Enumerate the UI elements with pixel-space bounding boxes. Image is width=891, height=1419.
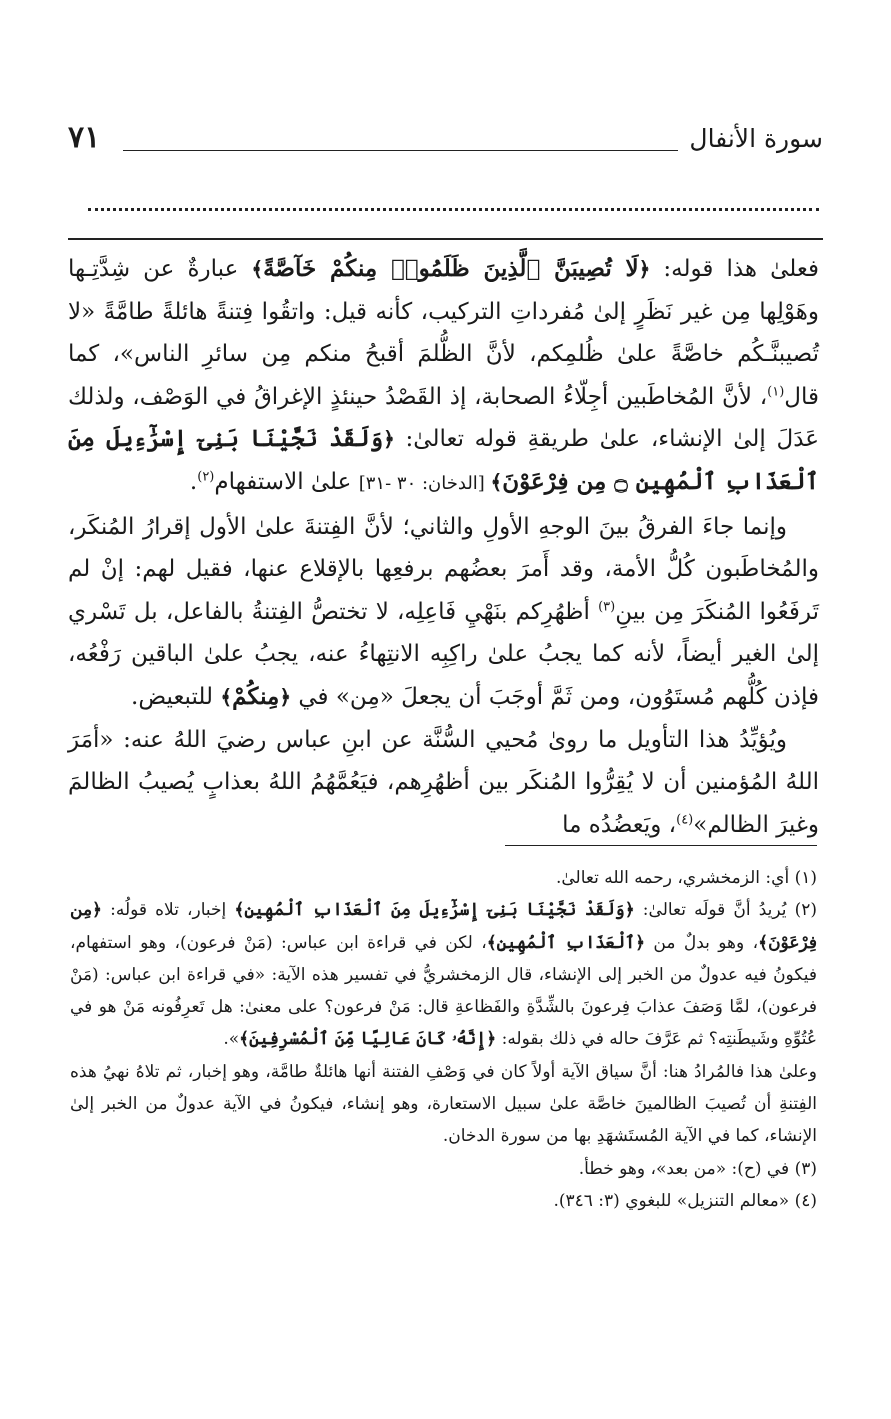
ornate-bracket-open: ﴿ (383, 427, 395, 452)
ornate-bracket-close: ﴾ (251, 257, 264, 281)
footnote-1: (١) أي: الزمخشري، رحمه الله تعالىٰ. (555, 868, 817, 888)
main-text (68, 248, 819, 846)
footnote-2: (٢) يُريدُ أنَّ قولَه تعالىٰ: ﴿وَلَقَدْ نَجَّيْنَا بَنِىٓ إِسْرَٰٓءِيلَ مِنَ ٱلْعَذَابِ ٱلْمُهِينِ﴾ إخبار، تلاه قولُه: ﴿مِن فِرْعَوْنَ﴾، وهو بدلٌ من ﴿ٱلْعَذَابِ ٱلْمُهِينِ﴾، لكن في قراءة ابن عباس: (مَنْ فرعون)، وهو استفهام، فيكونُ فيه عدولٌ من الخبر إلى الإنشاء، قال الزمخشريُّ في تفسير هذه الآية: «في قراءة ابن عباس: (مَنْ فرعون)، لمَّا وَصَفَ عذابَ فِرعونَ بالشِّدَّةِ والفَظاعةِ قال: مَنْ فرعون؟ على معنىٰ: هل تَعرِفُونه مَنْ هو في عُتُوِّهِ وشَيطَنتِه؟ ثم عَرَّفَ حاله في ذلك بقوله: ﴿إِنَّهُۥ كَانَ عَالِيًا مِّنَ ٱلْمُسْرِفِينَ﴾». (70, 900, 817, 1050)
ornate-bracket-open: ﴿ (638, 257, 651, 281)
text-top-rule (68, 238, 823, 240)
quran-quote: مِنكُمْ (232, 682, 280, 710)
quran-quote: ﴿وَلَقَدْ نَجَّيْنَا بَنِىٓ إِسْرَٰٓءِيلَ مِنَ ٱلْعَذَابِ ٱلْمُهِينِ﴾ (234, 900, 635, 921)
footnote-marker-1: (١) (767, 384, 785, 400)
ornate-bracket-close: ﴾ (220, 684, 233, 709)
quran-quote: وَلَقَدْ نَجَّيْنَا بَنِىٓ إِسْرَٰٓءِيلَ مِنَ ٱلْعَذَابِ ٱلْمُهِينِ ۝ مِن فِرْعَوْنَ (68, 425, 819, 495)
header-rule (123, 150, 678, 151)
page-number: ٧١ (68, 120, 101, 155)
quran-quote: ﴿ٱلْعَذَابِ ٱلْمُهِينِ﴾ (486, 932, 646, 953)
footnote-marker-4: (٤) (676, 812, 694, 828)
paragraph-2: وإنما جاءَ الفرقُ بينَ الوجهِ الأولِ والثاني؛ لأنَّ الفِتنةَ علىٰ الأول إقرارُ المُنكَر، والمُخاطَبون كُلُّ الأمة، وقد أَمرَ بعضُهم برفعِها بالإقلاع عنها، فقيل لهم: إنْ لم تَرفَعُوا المُنكَرَ مِن بينِ$^{(٣)}$ أظهُرِكم بنَهْيِ فَاعِلِه، لا تختصُّ الفِتنةُ بالفاعل، بل تَسْري إلىٰ الغير أيضاً، لأنه كما يجبُ علىٰ راكِبِه الانتِهاءُ عنه، يجبُ علىٰ الباقين رَفْعُه، فإذن كُلُّهم مُستَوُون، ومن ثَمَّ أوجَبَ أن يجعلَ «مِن» في ﴿مِنكُمْ﴾ للتبعيض. (68, 513, 819, 710)
quran-quote: ﴿مِن فِرْعَوْنَ﴾ (70, 900, 817, 953)
paragraph-1: فعلىٰ هذا قوله: ﴿لَا تُصِيبَنَّ ٱلَّذِينَ ظَلَمُوا۟ مِنكُمْ خَآصَّةً﴾ عبارةٌ عن شِدَّتِـها وهَوْلِها مِن غير نَظَرٍ إلىٰ مُفرداتِ التركيب، كأنه قيل: واتقُوا فِتنةً هائلةً طامَّةً «لا تُصيبنَّـكُم خاصَّةً علىٰ ظُلمِكم، لأنَّ الظُّلمَ أقبحُ منكم مِن سائرِ الناس»، كما قال$^{(١)}$، لأنَّ المُخاطَبين أجِلّاءُ الصحابة، إذ القَصْدُ حينئذٍ الإغراقُ في الوَصْف، ولذلك عَدَلَ إلىٰ الإنشاء، علىٰ طريقةِ قوله تعالىٰ: ﴿وَلَقَدْ نَجَّيْنَا بَنِىٓ إِسْرَٰٓءِيلَ مِنَ ٱلْعَذَابِ ٱلْمُهِينِ ۝ مِن فِرْعَوْنَ﴾ [الدخان: ٣٠ -٣١] علىٰ الاستفهام$^{(٢)}$. (68, 255, 820, 495)
ornate-bracket-close: ﴾ (490, 469, 503, 494)
running-header (68, 120, 823, 164)
surah-name: سورة الأنفال (689, 124, 823, 153)
footnote-separator (505, 845, 817, 846)
quran-quote: لَا تُصِيبَنَّ ٱلَّذِينَ ظَلَمُوا۟ مِنكُمْ خَآصَّةً (263, 255, 639, 282)
paragraph-3: ويُؤيِّدُ هذا التأويل ما روىٰ مُحيي السُّنَّة عن ابنِ عباس رضيَ اللهُ عنه: «أمَرَ اللهُ المُؤمنين أن لا يُقِرُّوا المُنكَر بين أظهُرِهم، فيَعُمَّهُمُ اللهُ بعذابٍ يُصيبُ الظالمَ وغيرَ الظالم»$^{(٤)}$، ويَعضُدُه ما (68, 726, 819, 838)
footnotes (70, 862, 817, 1217)
verse-reference: [الدخان: ٣٠ -٣١] (358, 472, 491, 494)
footnote-marker-2: (٢) (197, 469, 215, 485)
dotted-divider (88, 208, 819, 211)
quran-quote: ﴿إِنَّهُۥ كَانَ عَالِيًا مِّنَ ٱلْمُسْرِفِينَ﴾ (239, 1029, 497, 1050)
footnote-3: (٣) في (ح): «من بعد»، وهو خطأ. (578, 1158, 817, 1179)
ornate-bracket-open: ﴿ (279, 684, 292, 709)
footnote-2-continuation: وعلىٰ هذا فالمُرادُ هنا: أنَّ سياق الآية أولاً كان في وَصْفِ الفتنة أنها هائلةٌ طامَّة، وهو إخبار، ثم تلاهُ نهيُ هذه الفِتنةِ أن تُصيبَ الظالمينَ خاصَّة علىٰ سبيل الاستعارة، وهو إنشاء، فيكونُ في الآية عدولٌ من الخبر إلىٰ الإنشاء، كما في الآية المُستَشهَدِ بها من سورة الدخان. (70, 1061, 817, 1147)
footnote-4: (٤) «معالم التنزيل» للبغوي (٣: ٣٤٦). (553, 1190, 817, 1211)
footnote-marker-3: (٣) (598, 599, 616, 615)
